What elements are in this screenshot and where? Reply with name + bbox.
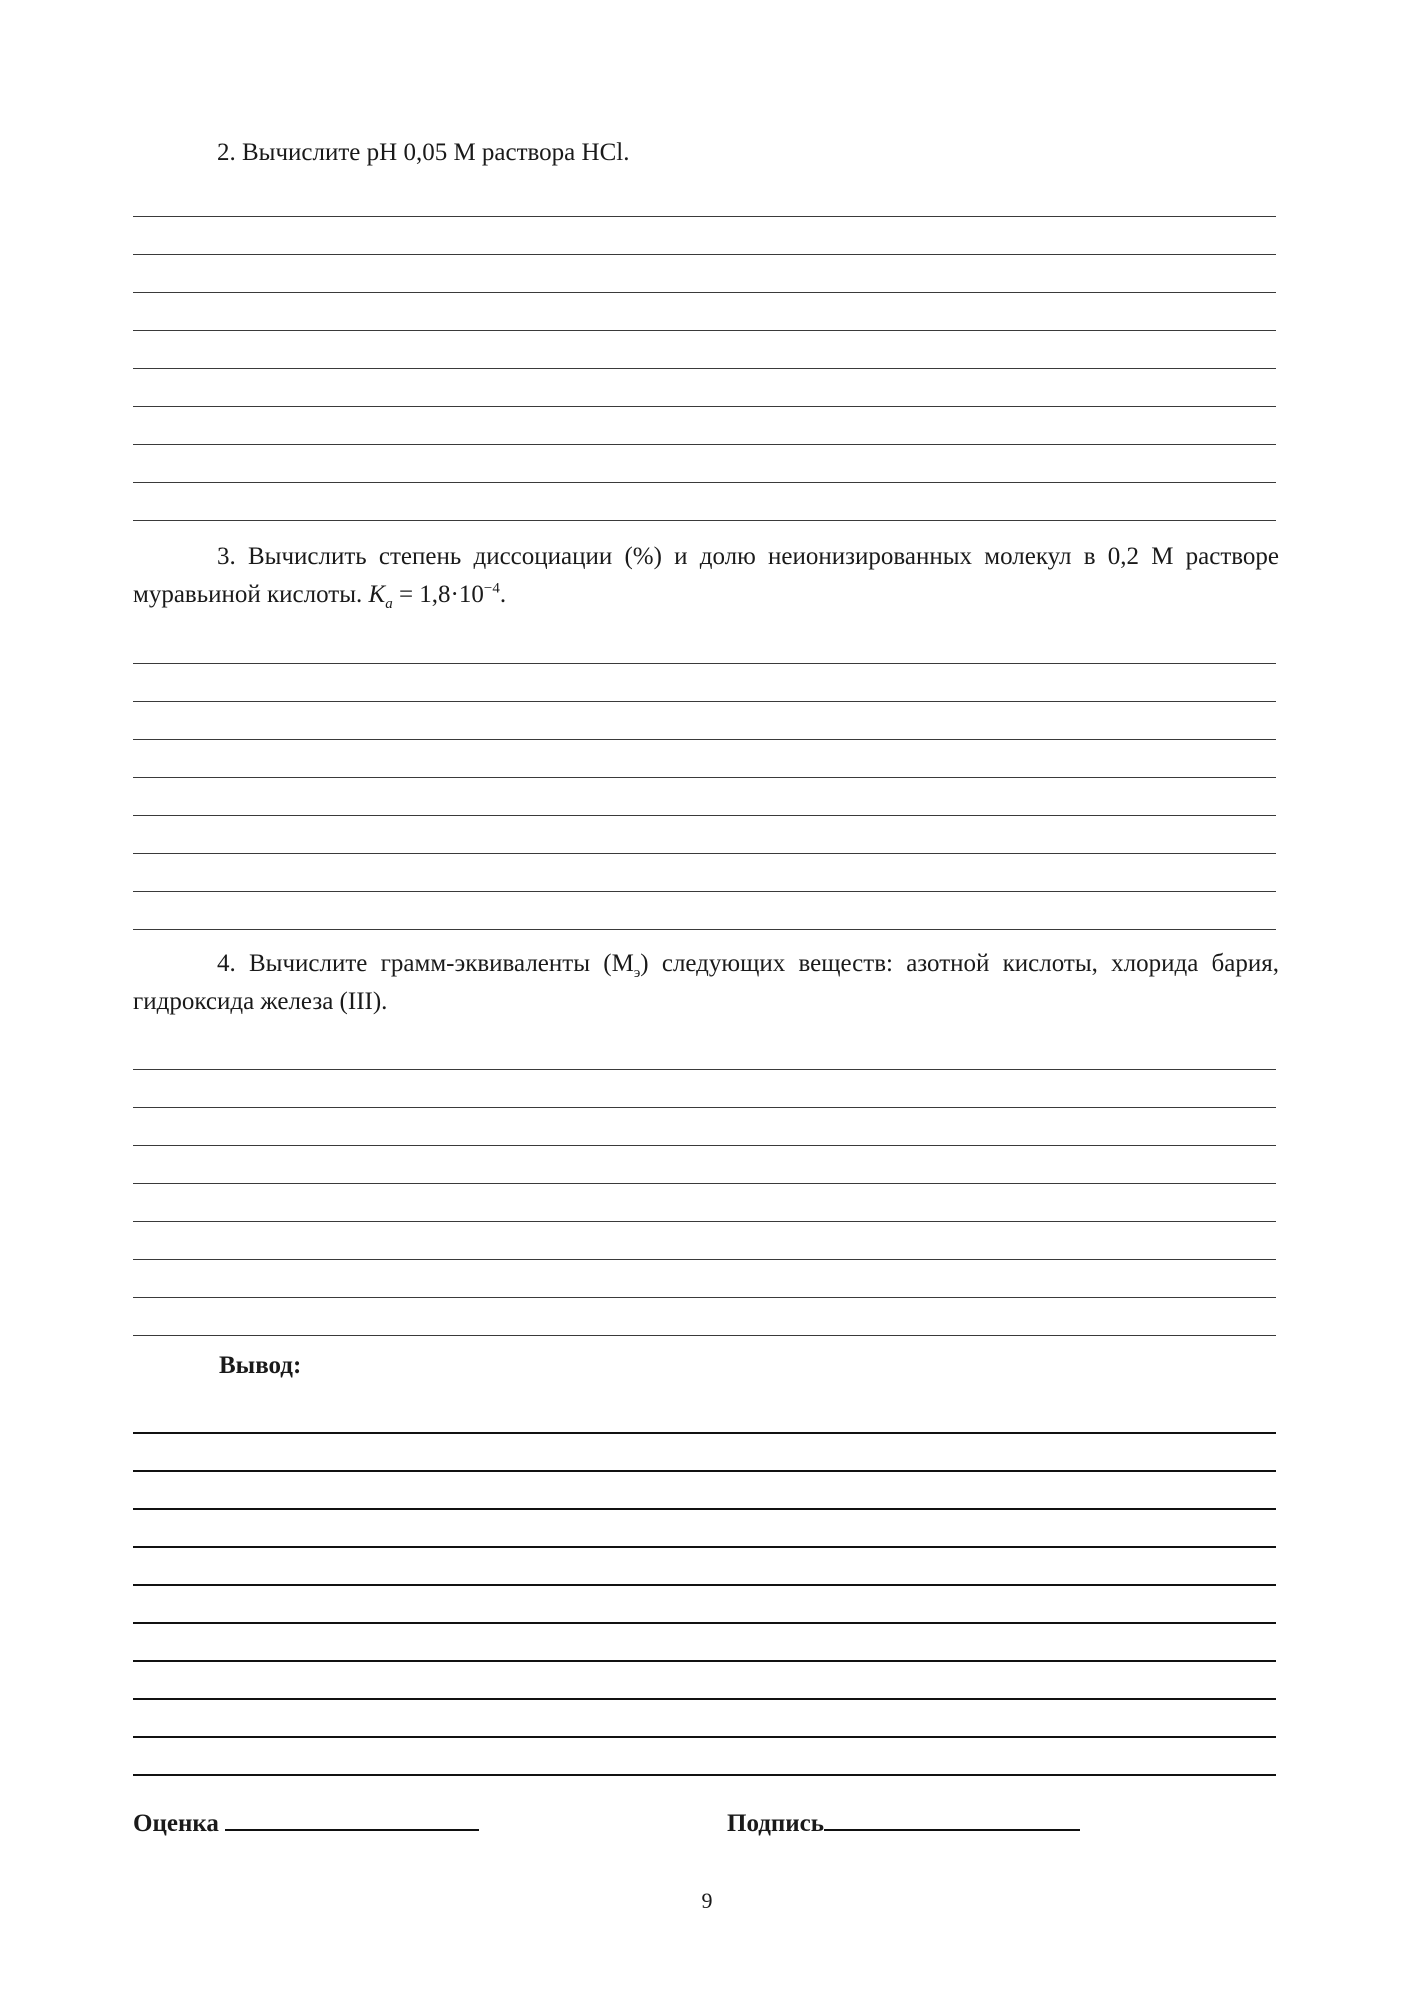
question-4-text-after: ) следующих веществ: азотной кислоты, хлорида бария, гидроксида железа (III). [133, 950, 1280, 1015]
signature-label: Подпись [727, 1810, 824, 1837]
conclusion-line[interactable] [133, 1546, 1276, 1548]
answer-line[interactable] [133, 1145, 1276, 1146]
answer-line[interactable] [133, 1259, 1276, 1260]
signature-blank[interactable] [824, 1828, 1080, 1831]
question-4-text-before: 4. Вычислите грамм-эквиваленты (М [217, 950, 634, 977]
signature-field [727, 1810, 1080, 1838]
grade-label: Оценка [133, 1810, 219, 1837]
answer-line[interactable] [133, 1107, 1276, 1108]
answer-line[interactable] [133, 406, 1276, 407]
question-4-subscript: э [633, 965, 641, 981]
answer-line[interactable] [133, 929, 1276, 930]
answer-line[interactable] [133, 1069, 1276, 1070]
conclusion-line[interactable] [133, 1470, 1276, 1472]
answer-line[interactable] [133, 254, 1276, 255]
conclusion-line[interactable] [133, 1584, 1276, 1586]
answer-line[interactable] [133, 701, 1276, 702]
question-2 [133, 134, 1279, 172]
ka-subscript: a [385, 596, 393, 612]
answer-line[interactable] [133, 663, 1276, 664]
answer-line[interactable] [133, 1297, 1276, 1298]
ka-value: = 1,8·10 [392, 581, 484, 608]
answer-line[interactable] [133, 777, 1276, 778]
conclusion-line[interactable] [133, 1774, 1276, 1776]
answer-line[interactable] [133, 815, 1276, 816]
answer-line[interactable] [133, 482, 1276, 483]
answer-line[interactable] [133, 330, 1276, 331]
answer-line[interactable] [133, 520, 1276, 521]
answer-line[interactable] [133, 853, 1276, 854]
question-3 [133, 538, 1279, 614]
conclusion-line[interactable] [133, 1622, 1276, 1624]
ka-end: . [499, 581, 507, 608]
answer-line[interactable] [133, 739, 1276, 740]
conclusion-line[interactable] [133, 1698, 1276, 1700]
grade-blank[interactable] [225, 1828, 479, 1831]
answer-line[interactable] [133, 216, 1276, 217]
conclusion-line[interactable] [133, 1432, 1276, 1434]
conclusion-line[interactable] [133, 1660, 1276, 1662]
ka-exponent: −4 [483, 580, 500, 597]
answer-line[interactable] [133, 368, 1276, 369]
ka-symbol: K [368, 581, 386, 608]
answer-line[interactable] [133, 1335, 1276, 1336]
conclusion-line[interactable] [133, 1736, 1276, 1738]
answer-line[interactable] [133, 1183, 1276, 1184]
conclusion-heading: Вывод: [219, 1352, 302, 1379]
question-3-text: 3. Вычислить степень диссоциации (%) и долю неионизированных молекул в 0,2 М растворе муравьиной кислоты. [133, 543, 1279, 608]
answer-line[interactable] [133, 444, 1276, 445]
answer-line[interactable] [133, 292, 1276, 293]
question-2-text: 2. Вычислите pH 0,05 M раствора HCl. [217, 139, 630, 166]
grade-field [133, 1810, 479, 1838]
answer-line[interactable] [133, 891, 1276, 892]
question-4 [133, 945, 1279, 1021]
answer-line[interactable] [133, 1221, 1276, 1222]
conclusion-line[interactable] [133, 1508, 1276, 1510]
page-number: 9 [701, 1888, 713, 1913]
